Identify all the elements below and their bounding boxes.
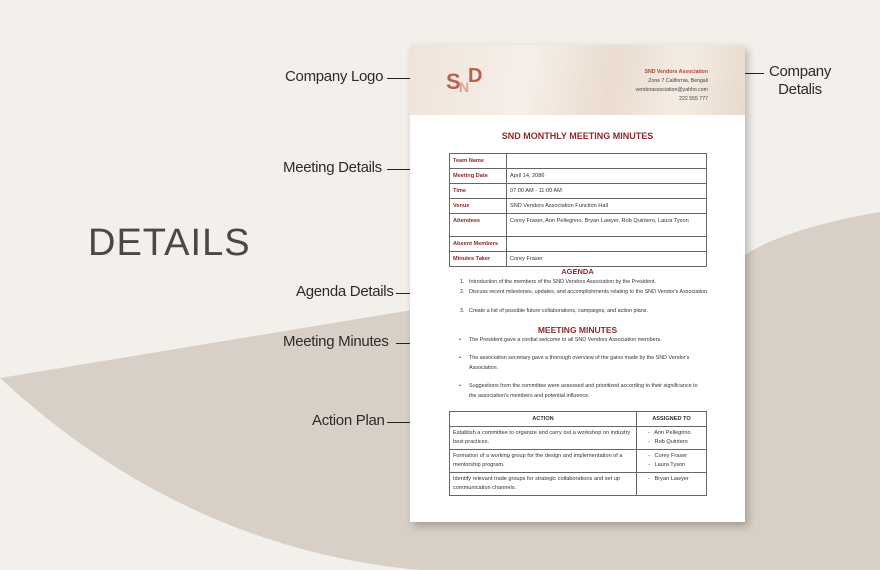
document-page: [410, 45, 745, 522]
row-value: Corey Fraser, Ann Pellegrino, Bryan Lawyer, Rob Quintero, Laura Tyson: [507, 214, 707, 237]
bullet-icon: •: [459, 337, 461, 343]
column-header: ACTION: [450, 412, 637, 427]
action-plan-table: [449, 411, 707, 496]
callout-company-details: [767, 63, 833, 99]
callout-meeting-details: Meeting Details: [283, 159, 382, 176]
table-row: [450, 199, 707, 214]
action-cell: Establish a committee to organize and carry out a workshop on industry best practices.: [450, 427, 637, 450]
bullet-icon: •: [459, 355, 461, 361]
assignee: - Laura Tyson: [648, 461, 686, 468]
row-label: Absent Members: [450, 237, 507, 252]
row-label: Meeting Date: [450, 169, 507, 184]
action-cell: Identify relevant trade groups for strategic collaborations and set up communication channels.: [450, 473, 637, 496]
assigned-cell: [637, 427, 707, 450]
column-header: ASSIGNED TO: [637, 412, 707, 427]
agenda-item: Discuss recent milestones, updates, and accomplishments relating to the SND Vendor's Association.: [469, 289, 709, 295]
company-address: Zone 7 California, Bengali: [648, 78, 708, 84]
company-phone: 222 555 777: [679, 96, 708, 102]
table-row: [450, 237, 707, 252]
callout-line: Detalis: [778, 81, 822, 98]
row-value: Corey Fraser: [507, 252, 707, 267]
svg-text:S: S: [446, 69, 461, 93]
assignee: - Rob Quintero: [648, 438, 688, 445]
svg-text:N: N: [459, 79, 470, 93]
list-number: 1.: [460, 279, 465, 285]
table-row: [450, 184, 707, 199]
company-name: SND Vendors Association: [644, 69, 708, 75]
table-row: [450, 252, 707, 267]
row-value: [507, 154, 707, 169]
assigned-cell: [637, 473, 707, 496]
document-title: SND MONTHLY MEETING MINUTES: [501, 131, 654, 141]
list-number: 2.: [460, 289, 465, 295]
row-value: 07:00 AM - 11:00 AM: [507, 184, 707, 199]
agenda-heading: AGENDA: [561, 267, 594, 276]
callout-meeting-minutes: Meeting Minutes: [283, 333, 389, 350]
assignee: - Ann Pellegrino: [648, 430, 691, 436]
callout-action-plan: Action Plan: [312, 412, 385, 429]
table-row: [450, 214, 707, 237]
row-value: [507, 237, 707, 252]
company-email: vendorassociation@yahho.com: [635, 87, 708, 93]
row-label: Venue: [450, 199, 507, 214]
minutes-item: The President gave a cordial welcome to all SND Vendors Association members.: [469, 337, 662, 343]
table-header-row: [450, 412, 707, 427]
callout-agenda-details: Agenda Details: [296, 283, 394, 300]
minutes-heading: MEETING MINUTES: [537, 325, 618, 335]
list-number: 3.: [460, 308, 465, 314]
action-cell: Formation of a working group for the design and implementation of a mentorship program.: [450, 450, 637, 473]
callout-company-logo: Company Logo: [285, 68, 384, 85]
agenda-item: Introduction of the members of the SND Vendors Association by the President.: [469, 279, 656, 285]
svg-text:D: D: [468, 65, 483, 87]
assignee: - Corey Fraser: [648, 453, 688, 459]
letterhead: [410, 45, 745, 115]
bullet-icon: •: [459, 383, 461, 389]
table-row: [450, 473, 707, 496]
row-label: Attendees: [450, 214, 507, 237]
row-value: April 14, 2086: [507, 169, 707, 184]
row-value: SND Vendors Association Function Hall: [507, 199, 707, 214]
table-row: [450, 450, 707, 473]
minutes-item: The association secretary gave a thorough overview of the gains made by the SND Vendor's Association.: [469, 355, 690, 371]
assignee: - Bryan Lawyer: [648, 476, 689, 482]
table-row: [450, 427, 707, 450]
company-logo: [446, 63, 486, 93]
row-label: Minutes Taker: [450, 252, 507, 267]
assigned-cell: [637, 450, 707, 473]
row-label: Team Name: [450, 154, 507, 169]
meeting-details-table: [449, 153, 707, 267]
table-row: [450, 169, 707, 184]
minutes-item: Suggestions from the committee were assessed and prioritized according to their significance to the association's members and potential influence.: [469, 383, 698, 399]
row-label: Time: [450, 184, 507, 199]
table-row: [450, 154, 707, 169]
agenda-item: Create a list of possible future collaborations, campaigns, and action plans.: [469, 308, 648, 314]
callout-line: Company: [768, 63, 832, 80]
section-heading: DETAILS: [88, 222, 251, 264]
